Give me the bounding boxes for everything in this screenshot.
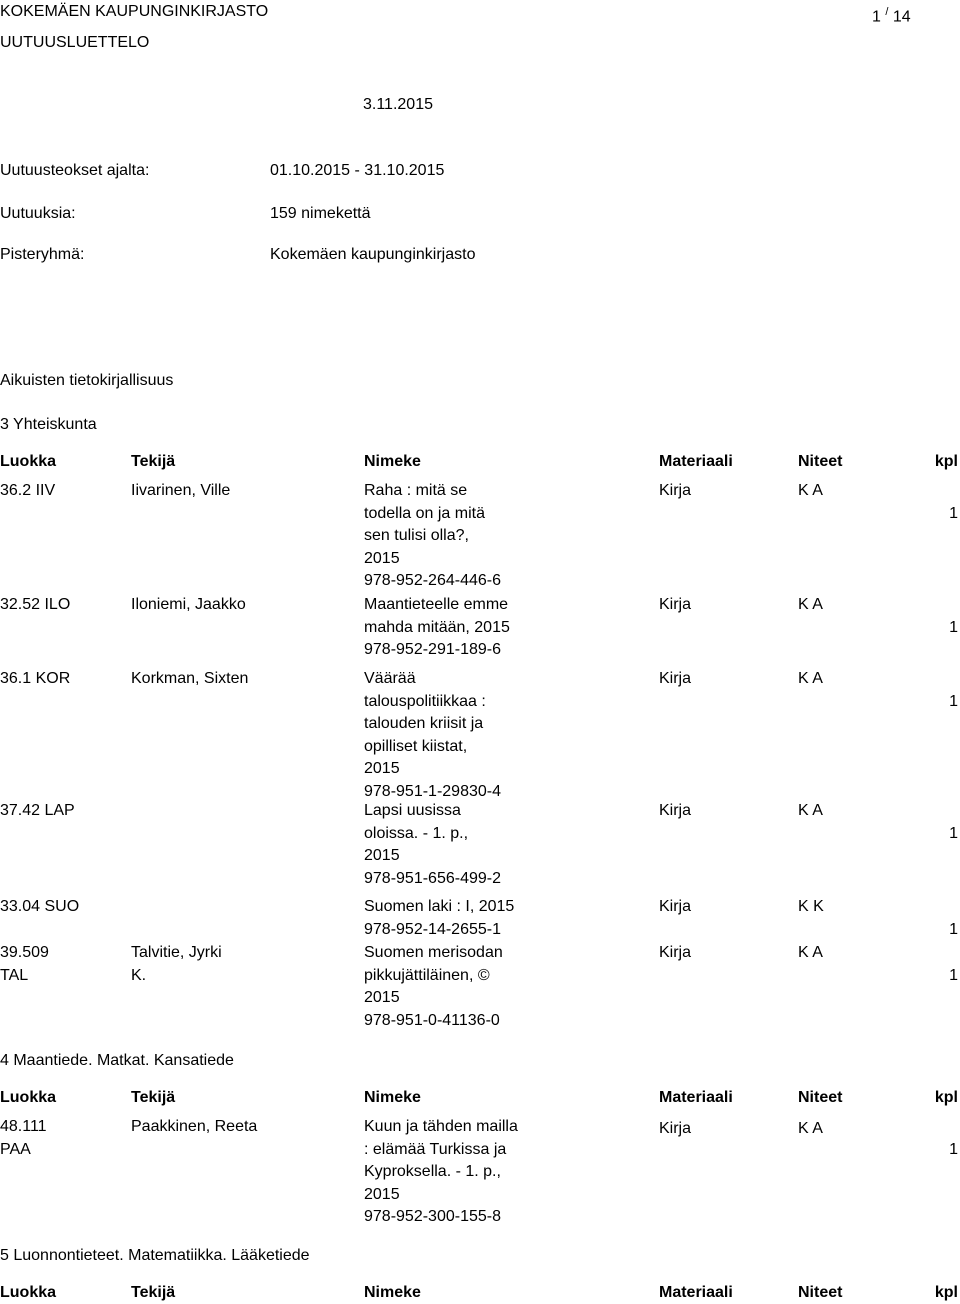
row-title-line: Raha : mitä se xyxy=(364,482,468,499)
row-author-line: K. xyxy=(131,966,147,984)
row-title-line: sen tulisi olla?, xyxy=(364,527,469,545)
row-title-line: 978-952-14-2655-1 xyxy=(364,920,501,938)
row-count: 1 xyxy=(949,504,958,522)
row-count: 1 xyxy=(949,692,958,710)
row-copies: K A xyxy=(798,670,823,687)
row-count: 1 xyxy=(949,920,958,938)
row-title-line: 978-951-656-499-2 xyxy=(364,869,501,887)
column-header-nimeke: Nimeke xyxy=(364,453,421,470)
category-title: Aikuisten tietokirjallisuus xyxy=(0,372,174,389)
library-name: KOKEMÄEN KAUPUNGINKIRJASTO xyxy=(0,3,269,20)
row-title-line: 978-952-300-155-8 xyxy=(364,1208,501,1226)
row-title-line: 978-951-0-41136-0 xyxy=(364,1011,500,1029)
column-header-kpl: kpl xyxy=(934,453,958,470)
row-author-line: Iloniemi, Jaakko xyxy=(131,596,246,613)
column-header-nimeke: Nimeke xyxy=(364,1284,421,1301)
row-material: Kirja xyxy=(659,670,692,687)
column-header-kpl: kpl xyxy=(934,1284,958,1301)
row-title-line: Väärää xyxy=(364,670,416,687)
row-author-line: Korkman, Sixten xyxy=(131,670,249,687)
row-copies: K A xyxy=(798,944,823,961)
row-copies: K K xyxy=(798,898,824,915)
row-material: Kirja xyxy=(659,944,692,961)
row-class-line: 36.2 IIV xyxy=(0,482,56,499)
row-author-line: Talvitie, Jyrki xyxy=(131,944,222,961)
row-copies: K A xyxy=(798,1120,823,1137)
column-header-tekija: Tekijä xyxy=(131,1089,176,1106)
column-header-niteet: Niteet xyxy=(798,1284,843,1301)
row-title-line: Kyproksella. - 1. p., xyxy=(364,1163,501,1181)
row-copies: K A xyxy=(798,482,823,499)
column-header-tekija: Tekijä xyxy=(131,1284,176,1301)
row-class-line: PAA xyxy=(0,1140,31,1158)
row-count: 1 xyxy=(949,824,958,842)
list-title: UUTUUSLUETTELO xyxy=(0,34,150,51)
row-material: Kirja xyxy=(659,898,692,915)
row-count: 1 xyxy=(949,1140,958,1158)
row-count: 1 xyxy=(949,966,958,984)
row-title-line: 2015 xyxy=(364,549,400,567)
row-copies: K A xyxy=(798,802,823,819)
page-number xyxy=(872,1,911,28)
row-material: Kirja xyxy=(659,802,692,819)
column-header-luokka: Luokka xyxy=(0,1089,57,1106)
row-title-line: 2015 xyxy=(364,760,400,778)
row-title-line: todella on ja mitä xyxy=(364,504,485,522)
row-copies: K A xyxy=(798,596,823,613)
row-title-line: Maantieteelle emme xyxy=(364,596,509,613)
page-total: 14 xyxy=(892,8,911,26)
row-title-line: 978-951-1-29830-4 xyxy=(364,783,501,800)
row-class-line: 39.509 xyxy=(0,944,49,961)
report-date: 3.11.2015 xyxy=(363,96,433,113)
column-header-kpl: kpl xyxy=(934,1089,958,1106)
row-title-line: talouspolitiikkaa : xyxy=(364,692,486,710)
row-title-line: mahda mitään, 2015 xyxy=(364,618,510,636)
period-label: Uutuusteokset ajalta: xyxy=(0,162,150,179)
group-value: Kokemäen kaupunginkirjasto xyxy=(270,246,476,263)
row-title-line: pikkujättiläinen, © xyxy=(364,966,490,984)
section-title: 3 Yhteiskunta xyxy=(0,416,97,433)
section-title: 5 Luonnontieteet. Matematiikka. Lääketiede xyxy=(0,1247,310,1264)
column-header-materiaali: Materiaali xyxy=(659,1284,733,1301)
row-author-line: Iivarinen, Ville xyxy=(131,482,231,499)
row-material: Kirja xyxy=(659,482,692,499)
page-separator: / xyxy=(885,6,889,18)
row-title-line: Suomen merisodan xyxy=(364,944,503,961)
row-title-line: Suomen laki : I, 2015 xyxy=(364,898,515,915)
page-current: 1 xyxy=(872,8,881,26)
column-header-luokka: Luokka xyxy=(0,453,57,470)
row-class-line: 37.42 LAP xyxy=(0,802,75,819)
row-title-line: : elämää Turkissa ja xyxy=(364,1140,507,1158)
row-title-line: 978-952-291-189-6 xyxy=(364,641,501,659)
row-title-line: Kuun ja tähden mailla xyxy=(364,1118,518,1135)
row-material: Kirja xyxy=(659,1120,692,1137)
column-header-niteet: Niteet xyxy=(798,453,843,470)
row-class-line: TAL xyxy=(0,966,29,984)
column-header-materiaali: Materiaali xyxy=(659,1089,733,1106)
row-title-line: talouden kriisit ja xyxy=(364,715,484,733)
row-material: Kirja xyxy=(659,596,692,613)
section-title: 4 Maantiede. Matkat. Kansatiede xyxy=(0,1052,234,1069)
row-class-line: 32.52 ILO xyxy=(0,596,71,613)
column-header-nimeke: Nimeke xyxy=(364,1089,421,1106)
row-title-line: 2015 xyxy=(364,847,400,865)
group-label: Pisteryhmä: xyxy=(0,246,85,263)
row-title-line: Lapsi uusissa xyxy=(364,802,461,819)
row-title-line: 2015 xyxy=(364,1185,400,1203)
count-value: 159 nimekettä xyxy=(270,205,371,222)
count-label: Uutuuksia: xyxy=(0,205,76,222)
column-header-luokka: Luokka xyxy=(0,1284,57,1301)
row-title-line: 2015 xyxy=(364,989,400,1007)
period-value: 01.10.2015 - 31.10.2015 xyxy=(270,162,445,179)
column-header-niteet: Niteet xyxy=(798,1089,843,1106)
column-header-tekija: Tekijä xyxy=(131,453,176,470)
row-class-line: 48.111 xyxy=(0,1118,47,1135)
column-header-materiaali: Materiaali xyxy=(659,453,733,470)
row-author-line: Paakkinen, Reeta xyxy=(131,1118,258,1135)
row-count: 1 xyxy=(949,618,958,636)
row-class-line: 36.1 KOR xyxy=(0,670,71,687)
row-title-line: opilliset kiistat, xyxy=(364,737,468,755)
row-title-line: 978-952-264-446-6 xyxy=(364,572,501,590)
row-class-line: 33.04 SUO xyxy=(0,898,80,915)
row-title-line: oloissa. - 1. p., xyxy=(364,824,469,842)
